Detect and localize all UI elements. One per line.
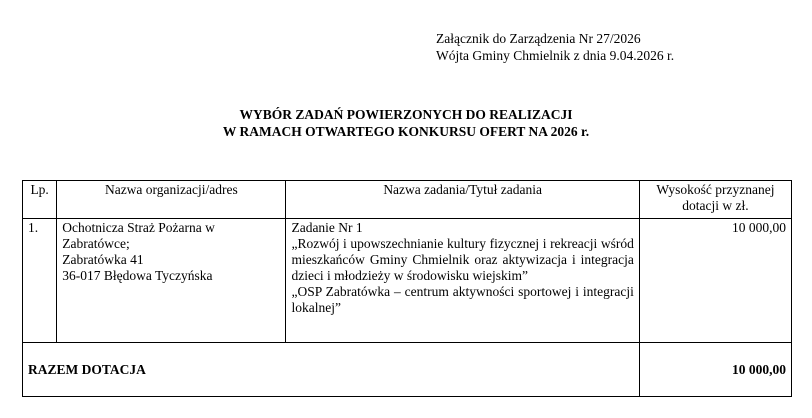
header-amount — [639, 181, 791, 219]
tasks-table — [22, 180, 792, 397]
annex-line-1: Załącznik do Zarządzenia Nr 27/2026 — [436, 31, 641, 46]
title-line-2: W RAMACH OTWARTEGO KONKURSU OFERT NA 2026 r. — [222, 124, 590, 139]
header-amount-line-1: Wysokość przyznanej — [656, 182, 775, 197]
annex-header — [436, 30, 674, 64]
header-lp: Lp. — [23, 181, 57, 219]
table-header-row — [23, 181, 792, 219]
org-line-4: 36-017 Błędowa Tyczyńska — [62, 268, 213, 283]
task-number: Zadanie Nr 1 — [291, 220, 363, 235]
total-label: RAZEM DOTACJA — [23, 343, 640, 397]
row-lp: 1. — [23, 219, 57, 343]
task-subtitle: „OSP Zabratówka – centrum aktywności sportowej i integracji lokalnej” — [291, 284, 634, 315]
total-amount: 10 000,00 — [639, 343, 791, 397]
header-organization: Nazwa organizacji/adres — [57, 181, 286, 219]
table-row — [23, 219, 792, 343]
annex-line-2: Wójta Gminy Chmielnik z dnia 9.04.2026 r. — [436, 48, 675, 63]
org-line-2: Zabratówce; — [62, 236, 130, 251]
total-row — [23, 343, 792, 397]
task-title: „Rozwój i upowszechnianie kultury fizycznej i rekreacji wśród mieszkańców Gminy Chmielnik oraz aktywizacja i integracja dzieci i młodzieży w środowisku wiejskim” — [291, 236, 634, 283]
title-line-1: WYBÓR ZADAŃ POWIERZONYCH DO REALIZACJI — [239, 107, 573, 122]
header-amount-line-2: dotacji w zł. — [682, 198, 749, 213]
header-task: Nazwa zadania/Tytuł zadania — [286, 181, 639, 219]
org-line-1: Ochotnicza Straż Pożarna w — [62, 220, 215, 235]
org-line-3: Zabratówka 41 — [62, 252, 144, 267]
row-amount: 10 000,00 — [639, 219, 791, 343]
row-task — [286, 219, 639, 343]
document-title — [0, 106, 812, 140]
row-organization — [57, 219, 286, 343]
